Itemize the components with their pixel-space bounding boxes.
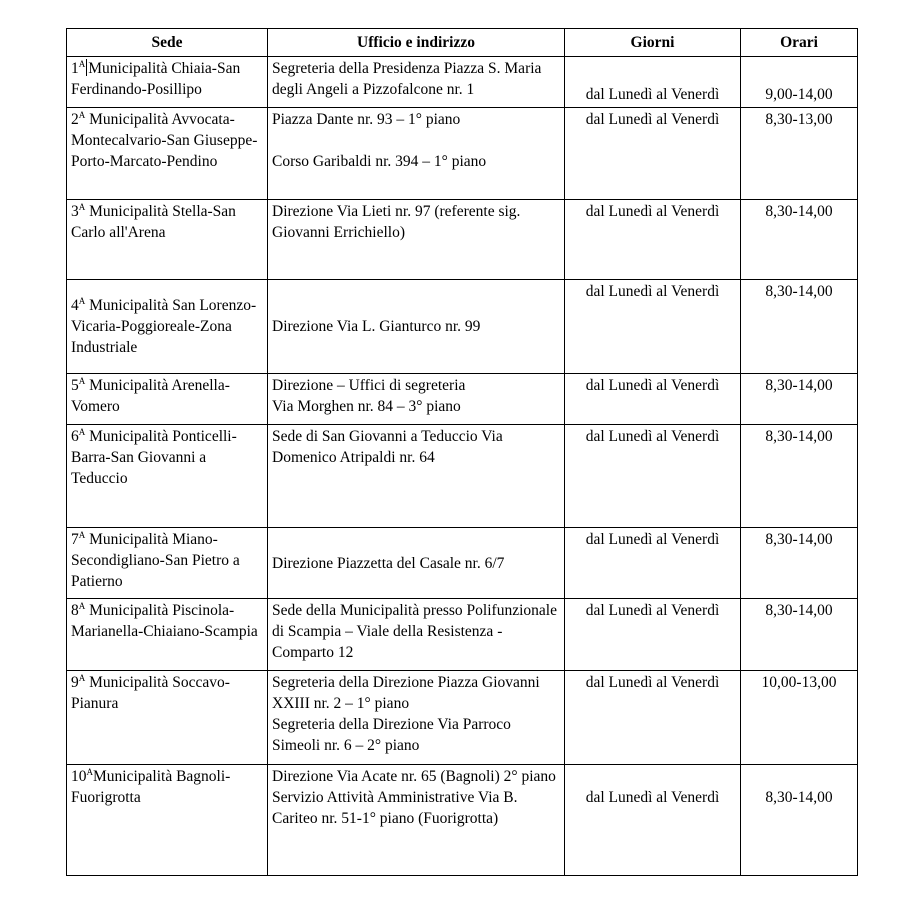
orari-cell: 8,30-14,00	[741, 528, 858, 599]
ufficio-cell	[268, 599, 565, 671]
sede-ordinal: A	[78, 673, 86, 683]
sede-cell	[67, 280, 268, 374]
table-row	[67, 528, 858, 599]
sede-cell	[67, 374, 268, 425]
table-row	[67, 671, 858, 765]
giorni-cell: dal Lunedì al Venerdì	[565, 200, 741, 280]
sede-cell	[67, 200, 268, 280]
sede-name: Municipalità Bagnoli-Fuorigrotta	[71, 768, 231, 806]
ufficio-cell	[268, 374, 565, 425]
header-orari: Orari	[741, 29, 858, 57]
ufficio-line: Via Morghen nr. 84 – 3° piano	[272, 398, 461, 415]
ufficio-line: Segreteria della Presidenza Piazza S. Maria degli Angeli a Pizzofalcone nr. 1	[272, 60, 542, 98]
ufficio-cell	[268, 200, 565, 280]
giorni-cell: dal Lunedì al Venerdì	[565, 280, 741, 374]
table-row	[67, 57, 858, 108]
sede-ordinal: A	[78, 59, 86, 69]
sede-name: Municipalità San Lorenzo-Vicaria-Poggioreale-Zona Industriale	[71, 297, 257, 356]
sede-name: Municipalità Soccavo-Pianura	[71, 674, 230, 712]
ufficio-line: Direzione Via L. Gianturco nr. 99	[272, 318, 481, 335]
sede-number: 8	[71, 602, 79, 619]
header-ufficio: Ufficio e indirizzo	[268, 29, 565, 57]
ufficio-line: Sede di San Giovanni a Teduccio Via Domenico Atripaldi nr. 64	[272, 428, 503, 466]
ufficio-cell	[268, 280, 565, 374]
ufficio-cell	[268, 108, 565, 200]
ufficio-cell	[268, 57, 565, 108]
table-row	[67, 280, 858, 374]
municipality-office-table	[66, 28, 858, 876]
giorni-cell: dal Lunedì al Venerdì	[565, 374, 741, 425]
giorni-cell: dal Lunedì al Venerdì	[565, 671, 741, 765]
sede-name: Municipalità Piscinola-Marianella-Chiaiano-Scampia	[71, 602, 258, 640]
sede-cell	[67, 671, 268, 765]
giorni-cell: dal Lunedì al Venerdì	[565, 57, 741, 108]
ufficio-line: Segreteria della Direzione Piazza Giovanni XXIII nr. 2 – 1° piano	[272, 674, 540, 712]
sede-cell	[67, 57, 268, 108]
sede-number: 6	[71, 428, 79, 445]
ufficio-cell	[268, 425, 565, 528]
sede-ordinal: A	[78, 427, 86, 437]
sede-ordinal: A	[78, 601, 86, 611]
orari-cell: 10,00-13,00	[741, 671, 858, 765]
table-header-row	[67, 29, 858, 57]
giorni-cell: dal Lunedì al Venerdì	[565, 425, 741, 528]
sede-name: Municipalità Chiaia-San Ferdinando-Posillipo	[71, 60, 241, 98]
sede-ordinal: A	[78, 202, 86, 212]
table-row	[67, 374, 858, 425]
ufficio-line: Direzione – Uffici di segreteria	[272, 377, 466, 394]
sede-cell	[67, 528, 268, 599]
header-sede: Sede	[67, 29, 268, 57]
orari-cell: 9,00-14,00	[741, 57, 858, 108]
ufficio-line: Servizio Attività Amministrative Via B. Cariteo nr. 51-1° piano (Fuorigrotta)	[272, 789, 518, 827]
line-spacer	[272, 130, 560, 151]
ufficio-line: Segreteria della Direzione Via Parroco Simeoli nr. 6 – 2° piano	[272, 716, 511, 754]
ufficio-line: Direzione Piazzetta del Casale nr. 6/7	[272, 554, 505, 572]
sede-cell	[67, 599, 268, 671]
orari-cell: 8,30-13,00	[741, 108, 858, 200]
sede-number: 1	[71, 60, 79, 77]
orari-cell: 8,30-14,00	[741, 374, 858, 425]
orari-cell: 8,30-14,00	[741, 200, 858, 280]
sede-number: 7	[71, 531, 79, 548]
sede-number: 2	[71, 111, 79, 128]
giorni-cell: dal Lunedì al Venerdì	[565, 108, 741, 200]
giorni-cell: dal Lunedì al Venerdì	[565, 599, 741, 671]
orari-cell: 8,30-14,00	[741, 280, 858, 374]
sede-ordinal: A	[78, 530, 86, 540]
orari-cell: 8,30-14,00	[741, 599, 858, 671]
sede-cell	[67, 108, 268, 200]
ufficio-cell	[268, 765, 565, 876]
header-giorni: Giorni	[565, 29, 741, 57]
sede-number: 4	[71, 297, 79, 314]
sede-number: 5	[71, 377, 79, 394]
sede-cell	[67, 425, 268, 528]
sede-number: 3	[71, 203, 79, 220]
sede-cell	[67, 765, 268, 876]
sede-name: Municipalità Arenella-Vomero	[71, 377, 230, 415]
giorni-cell: dal Lunedì al Venerdì	[565, 765, 741, 876]
sede-name: Municipalità Miano-Secondigliano-San Pietro a Patierno	[71, 531, 240, 590]
ufficio-cell	[268, 671, 565, 765]
sede-name: Municipalità Stella-San Carlo all'Arena	[71, 203, 236, 241]
sede-name: Municipalità Avvocata-Montecalvario-San Giuseppe-Porto-Marcato-Pendino	[71, 111, 258, 170]
table-row	[67, 765, 858, 876]
sede-ordinal: A	[86, 767, 93, 777]
ufficio-cell	[268, 528, 565, 599]
table-row	[67, 200, 858, 280]
sede-ordinal: A	[78, 376, 86, 386]
table-row	[67, 599, 858, 671]
ufficio-line: Corso Garibaldi nr. 394 – 1° piano	[272, 153, 487, 170]
ufficio-line: Direzione Via Lieti nr. 97 (referente sig. Giovanni Errichiello)	[272, 203, 521, 241]
sede-name: Municipalità Ponticelli-Barra-San Giovanni a Teduccio	[71, 428, 237, 487]
sede-number: 9	[71, 674, 79, 691]
sede-ordinal: A	[78, 110, 86, 120]
table-row	[67, 425, 858, 528]
ufficio-line: Sede della Municipalità presso Polifunzionale di Scampia – Viale della Resistenza -Comparto 12	[272, 602, 557, 661]
giorni-cell: dal Lunedì al Venerdì	[565, 528, 741, 599]
orari-cell: 8,30-14,00	[741, 765, 858, 876]
sede-ordinal: A	[78, 296, 86, 306]
sede-number: 10	[71, 768, 87, 785]
orari-cell: 8,30-14,00	[741, 425, 858, 528]
table-row	[67, 108, 858, 200]
ufficio-line: Direzione Via Acate nr. 65 (Bagnoli) 2° piano	[272, 768, 556, 785]
ufficio-line: Piazza Dante nr. 93 – 1° piano	[272, 111, 461, 128]
